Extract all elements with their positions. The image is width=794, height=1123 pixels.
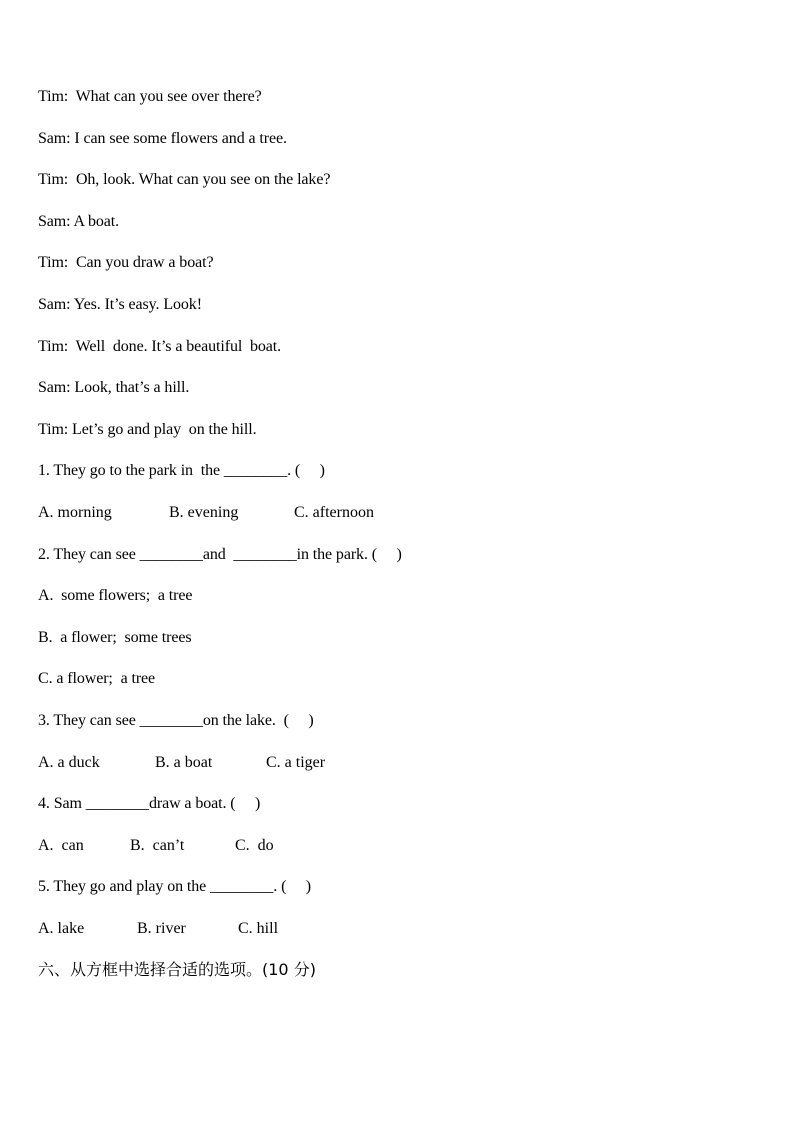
question-2-stem: 2. They can see ________and ________in the park. ( ) [38, 546, 402, 563]
question-3-option-c: C. a tiger [266, 754, 326, 771]
question-1-option-c: C. afternoon [294, 504, 374, 521]
dialogue-line-3: Tim: Oh, look. What can you see on the lake? [38, 171, 331, 188]
dialogue-line-4: Sam: A boat. [38, 213, 120, 230]
question-1-option-a: A. morning [38, 504, 112, 521]
question-2-option-a: A. some flowers; a tree [38, 587, 193, 604]
question-5-stem: 5. They go and play on the ________. ( ) [38, 878, 312, 895]
dialogue-line-2: Sam: I can see some flowers and a tree. [38, 130, 287, 147]
question-3-option-b: B. a boat [155, 754, 213, 771]
dialogue-line-7: Tim: Well done. It’s a beautiful boat. [38, 338, 282, 355]
dialogue-line-5: Tim: Can you draw a boat? [38, 254, 214, 271]
question-1-option-b: B. evening [169, 504, 239, 521]
question-5-option-a: A. lake [38, 920, 85, 937]
question-5-option-b: B. river [137, 920, 186, 937]
dialogue-line-9: Tim: Let’s go and play on the hill. [38, 421, 257, 438]
question-2-option-b: B. a flower; some trees [38, 629, 192, 646]
question-3-option-a: A. a duck [38, 754, 100, 771]
dialogue-line-6: Sam: Yes. It’s easy. Look! [38, 296, 202, 313]
section-heading: 六、从方框中选择合适的选项。(10 分) [38, 960, 316, 979]
question-4-option-c: C. do [235, 837, 274, 854]
question-2-option-c: C. a flower; a tree [38, 670, 156, 687]
question-3-stem: 3. They can see ________on the lake. ( ) [38, 712, 314, 729]
question-4-option-a: A. can [38, 837, 84, 854]
question-4-option-b: B. can’t [130, 837, 185, 854]
question-5-option-c: C. hill [238, 920, 279, 937]
question-1-stem: 1. They go to the park in the ________. ( ) [38, 462, 325, 479]
dialogue-line-8: Sam: Look, that’s a hill. [38, 379, 190, 396]
dialogue-line-1: Tim: What can you see over there? [38, 88, 262, 105]
question-4-stem: 4. Sam ________draw a boat. ( ) [38, 795, 261, 812]
